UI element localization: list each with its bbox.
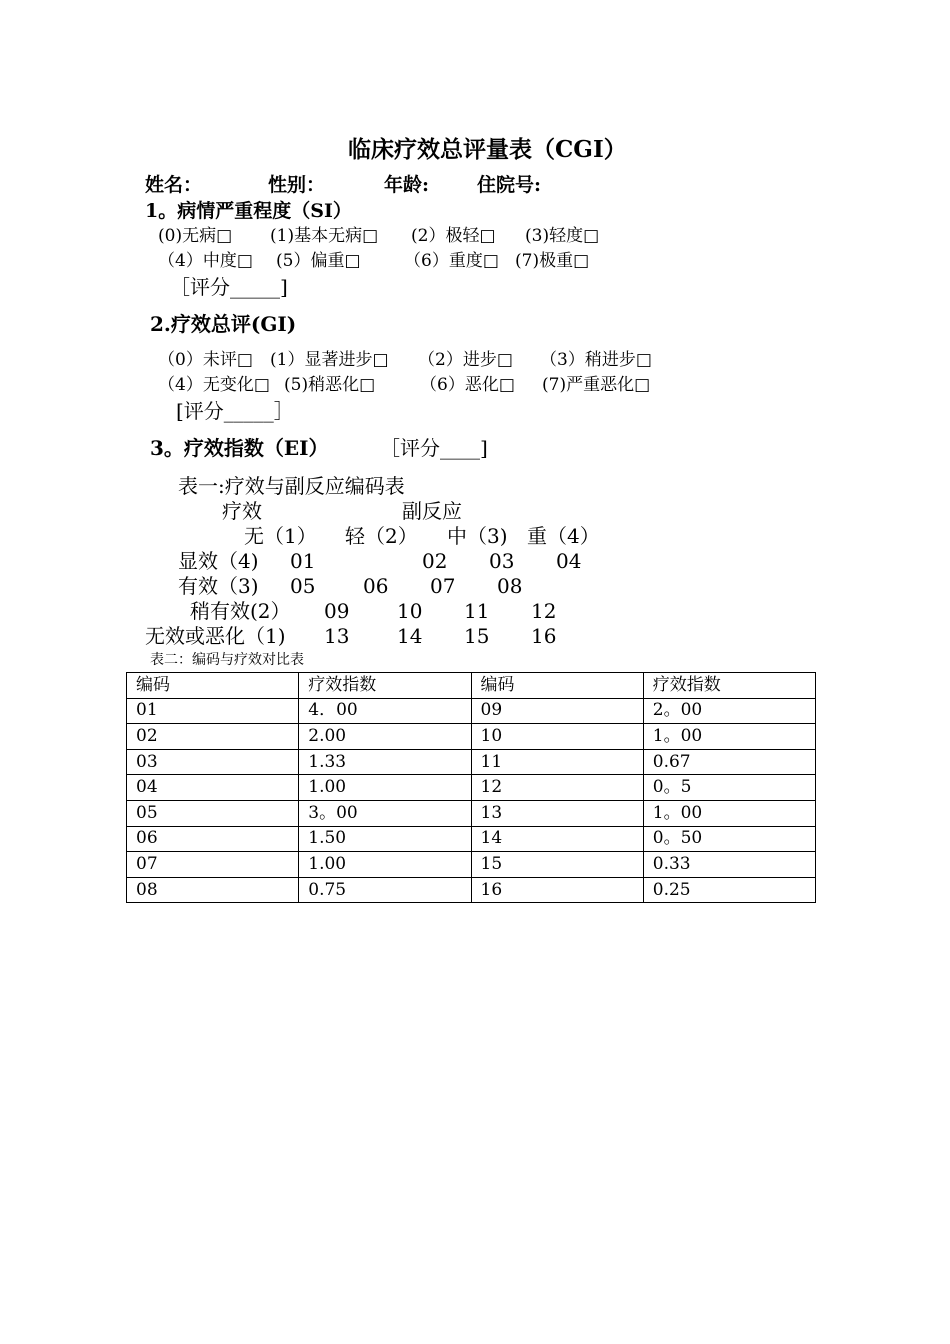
si-option-5[interactable]: (5）偏重□ [276,251,361,271]
gi-option-7[interactable]: (7)严重恶化□ [542,375,651,395]
table-cell: 05 [127,800,299,826]
gender-label: 性别： [268,174,326,196]
gi-option-5[interactable]: (5)稍恶化□ [284,375,376,395]
side-effect-level-mild: 轻（2） [345,524,418,548]
gi-option-6[interactable]: （6）恶化□ [420,375,515,395]
table-cell: 0。5 [643,775,815,801]
side-effect-level-moderate: 中（3) [447,524,508,548]
table-cell: 01 [127,698,299,724]
table1-side-effect-header: 副反应 [402,499,462,523]
si-option-7[interactable]: (7)极重□ [515,251,590,271]
ei-score-field[interactable]: ［评分____] [380,436,488,460]
efficacy-row-label: 稍有效(2） [190,599,291,623]
side-effect-level-none: 无（1） [244,524,317,548]
gi-option-2[interactable]: （2）进步□ [418,350,513,370]
efficacy-row-label: 有效（3) [178,574,259,598]
table-cell: 0.33 [643,852,815,878]
table-cell: 1。00 [643,800,815,826]
table-cell: 04 [127,775,299,801]
code-cell: 02 [422,549,448,573]
age-label: 年龄: [384,174,430,196]
si-option-1[interactable]: (1)基本无病□ [270,226,379,246]
section3-heading: 3。疗效指数（EI） [150,436,329,460]
si-option-3[interactable]: (3)轻度□ [525,226,600,246]
table-cell: 1.00 [299,852,471,878]
si-score-field[interactable]: ［评分_____] [170,275,288,299]
table-row [127,698,816,724]
table-cell: 12 [471,775,643,801]
table-header-cell: 编码 [127,673,299,699]
table-cell: 2.00 [299,724,471,750]
gi-option-1[interactable]: (1）显著进步□ [270,350,389,370]
side-effect-level-severe: 重（4） [527,524,600,548]
table-cell: 10 [471,724,643,750]
code-cell: 11 [464,599,490,623]
table-row [127,724,816,750]
table-cell: 0.67 [643,749,815,775]
table-row [127,775,816,801]
table-row [127,800,816,826]
table-cell: 0.75 [299,877,471,903]
table-row [127,826,816,852]
table-cell: 13 [471,800,643,826]
code-cell: 14 [397,624,423,648]
section1-heading: 1。病情严重程度（SI） [145,200,352,222]
gi-option-4[interactable]: （4）无变化□ [158,375,270,395]
code-cell: 04 [556,549,582,573]
code-cell: 15 [464,624,490,648]
code-cell: 12 [531,599,557,623]
table-header-cell: 编码 [471,673,643,699]
table-row [127,877,816,903]
si-option-4[interactable]: （4）中度□ [158,251,253,271]
table-cell: 0.25 [643,877,815,903]
table-cell: 16 [471,877,643,903]
page-title: 临床疗效总评量表（CGI） [348,136,627,163]
code-cell: 03 [489,549,515,573]
code-cell: 05 [290,574,316,598]
efficacy-row-label: 显效（4) [178,549,259,573]
code-cell: 01 [290,549,316,573]
table1-caption: 表一:疗效与副反应编码表 [178,474,405,498]
code-cell: 08 [497,574,523,598]
gi-score-field[interactable]: [评分_____］ [176,399,294,423]
table-cell: 14 [471,826,643,852]
code-cell: 06 [363,574,389,598]
code-efficacy-table [126,672,816,903]
code-cell: 10 [397,599,423,623]
table1-efficacy-header: 疗效 [222,499,262,523]
table-cell: 1.00 [299,775,471,801]
table-row [127,749,816,775]
table-cell: 1.50 [299,826,471,852]
table-cell: 4．00 [299,698,471,724]
table-cell: 08 [127,877,299,903]
table-cell: 02 [127,724,299,750]
code-cell: 09 [324,599,350,623]
table-header-row [127,673,816,699]
table-header-cell: 疗效指数 [299,673,471,699]
table-cell: 03 [127,749,299,775]
si-option-0[interactable]: (0)无病□ [158,226,233,246]
table-cell: 09 [471,698,643,724]
table-cell: 1。00 [643,724,815,750]
table-cell: 11 [471,749,643,775]
table-cell: 1.33 [299,749,471,775]
code-cell: 16 [531,624,557,648]
gi-option-0[interactable]: （0）未评□ [158,350,253,370]
admission-number-label: 住院号: [477,174,542,196]
si-option-2[interactable]: (2）极轻□ [411,226,496,246]
name-label: 姓名： [145,174,203,196]
table-row [127,852,816,878]
table-header-cell: 疗效指数 [643,673,815,699]
table2-caption: 表二：编码与疗效对比表 [150,652,304,668]
code-cell: 13 [324,624,350,648]
code-cell: 07 [430,574,456,598]
table-cell: 07 [127,852,299,878]
si-option-6[interactable]: （6）重度□ [404,251,499,271]
table-cell: 0。50 [643,826,815,852]
table-cell: 3。00 [299,800,471,826]
section2-heading: 2.疗效总评(GI) [150,312,297,336]
table-cell: 15 [471,852,643,878]
table-cell: 2。00 [643,698,815,724]
gi-option-3[interactable]: （3）稍进步□ [540,350,652,370]
efficacy-row-label: 无效或恶化（1) [145,624,286,648]
table-cell: 06 [127,826,299,852]
